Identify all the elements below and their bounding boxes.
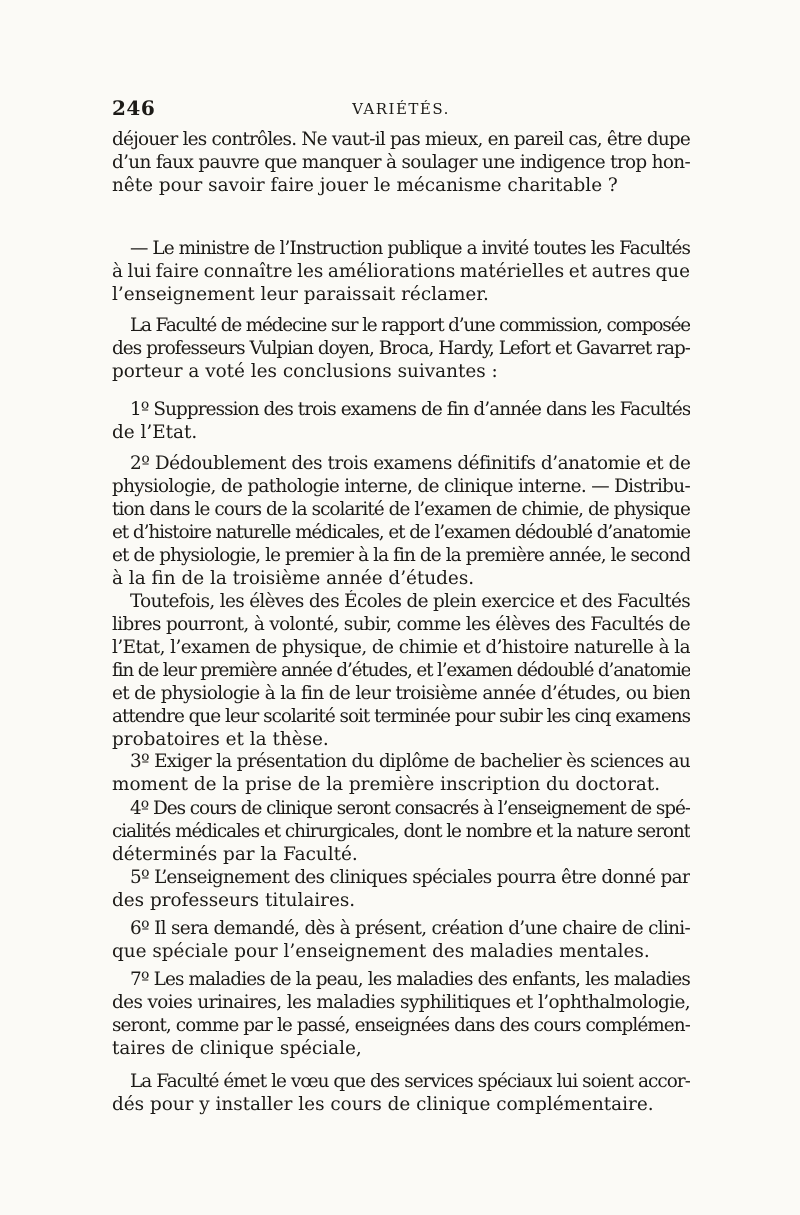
text-line: 4º Des cours de clinique seront consacrés à l’enseignement de spé-: [130, 798, 690, 819]
text-line: dés pour y installer les cours de clinique complémentaire.: [112, 1094, 654, 1115]
text-line: déjouer les contrôles. Ne vaut-il pas mieux, en pareil cas, être dupe: [112, 129, 690, 150]
text-line: La Faculté émet le vœu que des services spéciaux lui soient accor-: [130, 1071, 690, 1092]
text-line: de l’Etat.: [112, 422, 198, 443]
conclusion-6: [112, 917, 690, 963]
text-line: l’Etat, l’examen de physique, de chimie et d’histoire naturelle à la: [112, 637, 690, 658]
paragraph-faculte: [112, 314, 690, 383]
text-line: 6º Il sera demandé, dès à présent, création d’une chaire de clini-: [130, 918, 690, 939]
text-line: et de physiologie à la fin de leur troisième année d’études, ou bien: [112, 683, 690, 704]
text-line: tion dans le cours de la scolarité de l’examen de chimie, de physique: [112, 499, 690, 520]
paragraph-intro: [112, 128, 690, 197]
text-line: des voies urinaires, les maladies syphilitiques et l’ophthalmologie,: [112, 992, 690, 1013]
conclusion-3: [112, 750, 690, 796]
text-line: taires de clinique spéciale,: [112, 1038, 362, 1059]
text-line: Toutefois, les élèves des Écoles de plein exercice et des Facultés: [130, 591, 690, 612]
text-line: l’enseignement leur paraissait réclamer.: [112, 284, 489, 305]
text-line: à la fin de la troisième année d’études.: [112, 568, 475, 589]
conclusion-5: [112, 866, 690, 912]
text-line: cialités médicales et chirurgicales, dont le nombre et la nature seront: [112, 821, 690, 842]
text-line: 2º Dédoublement des trois examens définitifs d’anatomie et de: [130, 453, 690, 474]
text-line: nête pour savoir faire jouer le mécanisme charitable ?: [112, 175, 618, 196]
text-line: d’un faux pauvre que manquer à soulager une indigence trop hon-: [112, 152, 690, 173]
page-header: [112, 96, 690, 122]
text-line: libres pourront, à volonté, subir, comme les élèves des Facultés de: [112, 614, 690, 635]
text-line: 5º L’enseignement des cliniques spéciales pourra être donné par: [130, 867, 690, 888]
text-line: que spéciale pour l’enseignement des maladies mentales.: [112, 941, 650, 962]
paragraph-ministre: [112, 237, 690, 306]
text-line: déterminés par la Faculté.: [112, 844, 358, 865]
text-line: attendre que leur scolarité soit terminée pour subir les cinq examens: [112, 706, 690, 727]
paragraph-voeu: [112, 1070, 690, 1116]
text-line: 7º Les maladies de la peau, les maladies des enfants, les maladies: [130, 969, 690, 990]
text-line: des professeurs titulaires.: [112, 890, 356, 911]
conclusion-4: [112, 797, 690, 866]
text-line: fin de leur première année d’études, et l’examen dédoublé d’anatomie: [112, 660, 690, 681]
text-line: des professeurs Vulpian doyen, Broca, Hardy, Lefort et Gavarret rap-: [112, 338, 690, 359]
text-line: 1º Suppression des trois examens de fin d’année dans les Facultés: [130, 399, 690, 420]
text-line: à lui faire connaître les améliorations matérielles et autres que: [112, 261, 690, 282]
text-line: porteur a voté les conclusions suivantes :: [112, 361, 498, 382]
text-line: seront, comme par le passé, enseignées dans des cours complémen-: [112, 1015, 690, 1036]
text-line: physiologie, de pathologie interne, de clinique interne. — Distribu-: [112, 476, 690, 497]
text-line: La Faculté de médecine sur le rapport d’une commission, composée: [130, 315, 690, 336]
text-line: et de physiologie, le premier à la fin de la première année, le second: [112, 545, 690, 566]
paragraph-toutefois: [112, 590, 690, 751]
text-line: 3º Exiger la présentation du diplôme de bachelier ès sciences au: [130, 751, 690, 772]
running-title: VARIÉTÉS.: [352, 100, 450, 118]
text-line: probatoires et la thèse.: [112, 729, 329, 750]
page-number: 246: [112, 96, 156, 120]
conclusion-2: [112, 452, 690, 590]
conclusion-1: [112, 398, 690, 444]
text-line: — Le ministre de l’Instruction publique a invité toutes les Facultés: [130, 238, 690, 259]
text-line: moment de la prise de la première inscription du doctorat.: [112, 774, 661, 795]
text-line: et d’histoire naturelle médicales, et de l’examen dédoublé d’anatomie: [112, 522, 690, 543]
conclusion-7: [112, 968, 690, 1060]
